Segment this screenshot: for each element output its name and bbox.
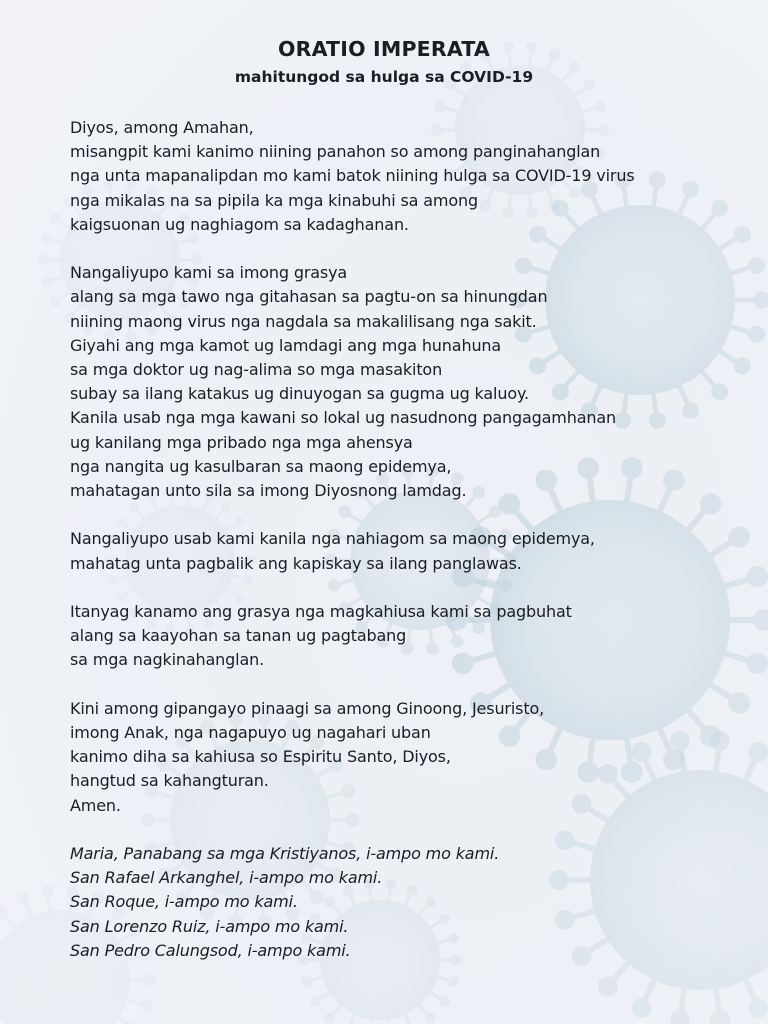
invocation-line: Maria, Panabang sa mga Kristiyanos, i-ampo mo kami. [70,844,500,864]
prayer-line: Amen. [70,795,121,815]
invocation-line: San Roque, i-ampo mo kami. [70,892,298,912]
prayer-line: sa mga nagkinahanglan. [70,650,265,670]
prayer-line: nga unta mapanalipdan mo kami batok niining hulga sa COVID-19 virus [70,166,635,186]
page-subtitle: mahitungod sa hulga sa COVID-19 [234,68,534,86]
invocation-line: San Lorenzo Ruiz, i-ampo mo kami. [70,916,349,936]
prayer-stanza [70,116,750,237]
prayer-line: ug kanilang mga pribado nga mga ahensya [70,432,413,452]
prayer-body [70,116,750,987]
invocation-line: San Pedro Calungsod, i-ampo kami. [70,940,351,960]
prayer-stanza [70,261,750,503]
prayer-line: nga nangita ug kasulbaran sa maong epidemya, [70,456,452,476]
prayer-stanza [70,527,750,575]
prayer-line: Nangaliyupo kami sa imong grasya [70,263,348,283]
prayer-line: mahatag unta pagbalik ang kapiskay sa ilang panglawas. [70,553,522,573]
prayer-line: Diyos, among Amahan, [70,118,254,137]
page-title: ORATIO IMPERATA [277,37,491,61]
prayer-line: Kanila usab nga mga kawani so lokal ug nasudnong pangagamhanan [70,408,617,428]
prayer-line: nga mikalas na sa pipila ka mga kinabuhi sa among [70,190,478,210]
prayer-line: kanimo diha sa kahiusa so Espiritu Santo, Diyos, [70,747,451,767]
prayer-line: niining maong virus nga nagdala sa makalilisang nga sakit. [70,311,537,331]
prayer-line: imong Anak, nga nagapuyo ug nagahari uban [70,723,431,743]
prayer-line: alang sa kaayohan sa tanan ug pagtabang [70,626,407,646]
prayer-line: kaigsuonan ug naghiagom sa kadaghanan. [70,214,409,234]
prayer-line: misangpit kami kanimo niining panahon so among panginahanglan [70,142,601,162]
invocation-line: San Rafael Arkanghel, i-ampo mo kami. [70,868,383,888]
prayer-line: Giyahi ang mga kamot ug lamdagi ang mga hunahuna [70,335,502,355]
prayer-line: Nangaliyupo usab kami kanila nga nahiagom sa maong epidemya, [70,529,595,549]
prayer-line: hangtud sa kahangturan. [70,771,269,791]
invocations-list [70,842,750,963]
prayer-line: mahatagan unto sila sa imong Diyosnong lamdag. [70,481,467,501]
prayer-stanza [70,697,750,818]
prayer-line: Kini among gipangayo pinaagi sa among Ginoong, Jesuristo, [70,698,545,718]
prayer-stanza [70,600,750,673]
prayer-line: alang sa mga tawo nga gitahasan sa pagtu-on sa hinungdan [70,287,548,307]
prayer-line: sa mga doktor ug nag-alima so mga masakiton [70,360,443,380]
prayer-line: Itanyag kanamo ang grasya nga magkahiusa kami sa pagbuhat [70,602,572,622]
prayer-line: subay sa ilang katakus ug dinuyogan sa gugma ug kaluoy. [70,384,529,404]
